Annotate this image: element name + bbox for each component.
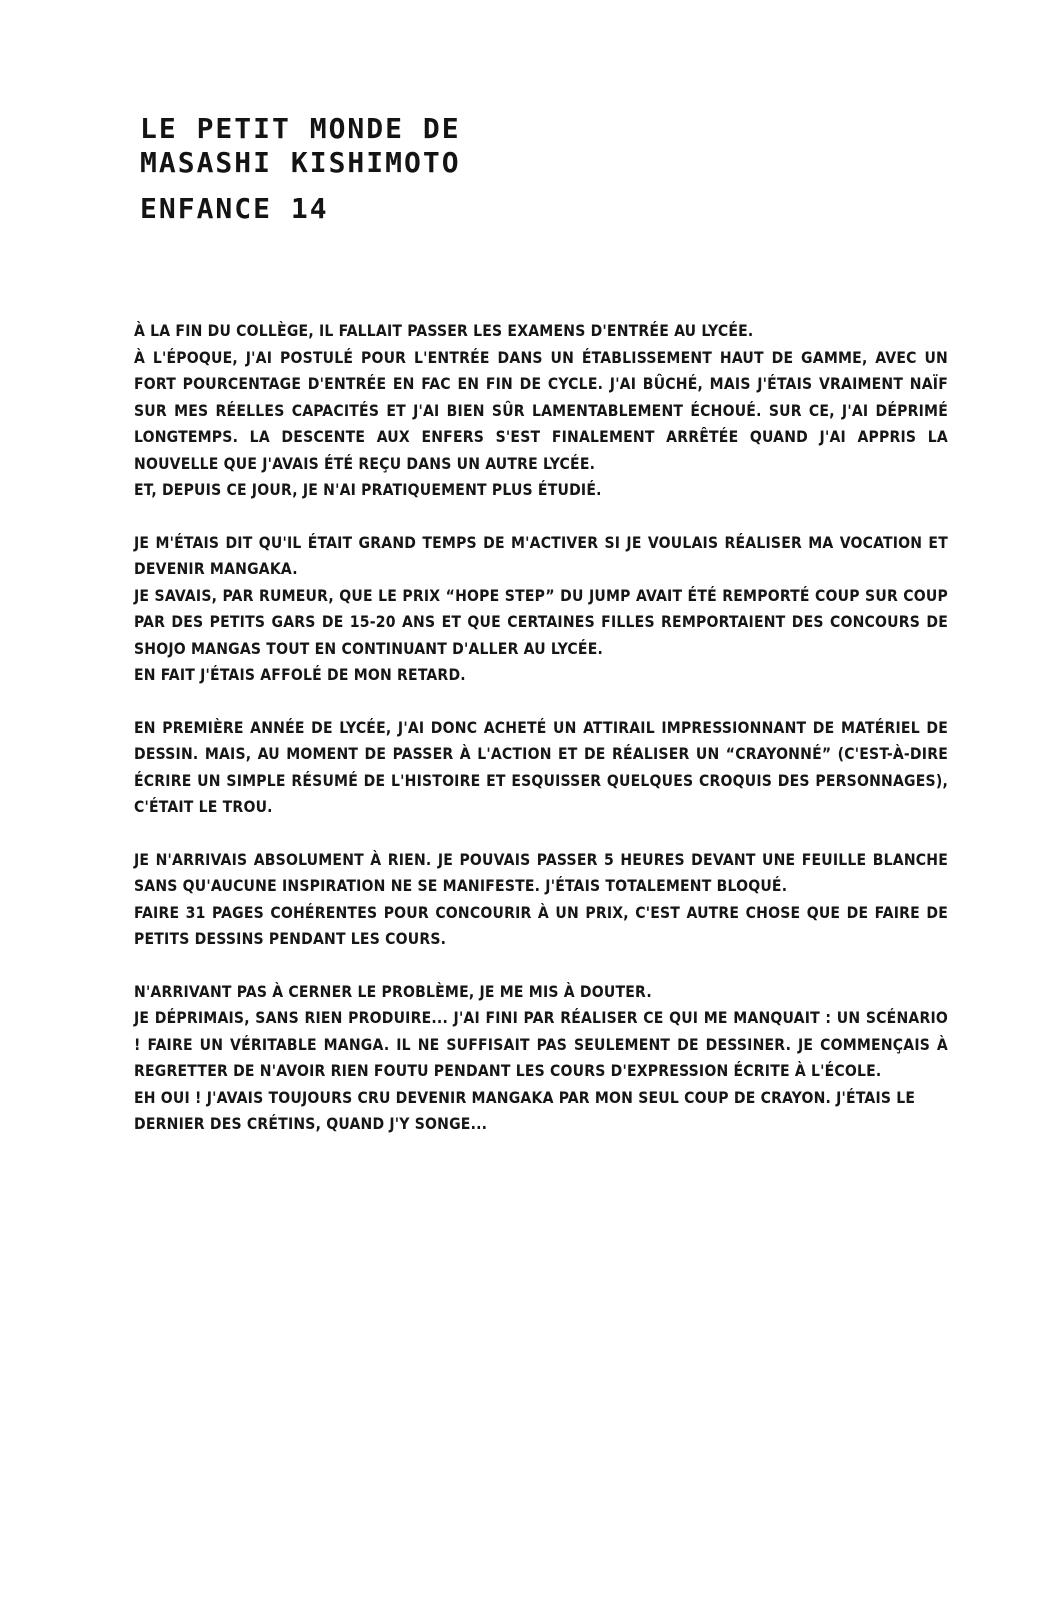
title-line-1: LE PETIT MONDE DE	[140, 112, 461, 145]
paragraph-3	[134, 715, 948, 821]
paragraph-1	[134, 318, 948, 504]
paragraph-line: À L'ÉPOQUE, J'AI POSTULÉ POUR L'ENTRÉE DANS UN ÉTABLISSEMENT HAUT DE GAMME, AVEC UN FORT POURCENTAGE D'ENTRÉE EN FAC EN FIN DE CYCLE. J'AI BÛCHÉ, MAIS J'ÉTAIS VRAIMENT NAÏF SUR MES RÉELLES CAPACITÉS ET J'AI BIEN SÛR LAMENTABLEMENT ÉCHOUÉ. SUR CE, J'AI DÉPRIMÉ LONGTEMPS. LA DESCENTE AUX ENFERS S'EST FINALEMENT ARRÊTÉE QUAND J'AI APPRIS LA NOUVELLE QUE J'AVAIS ÉTÉ REÇU DANS UN AUTRE LYCÉE.	[134, 348, 948, 473]
paragraph-4	[134, 847, 948, 953]
paragraph-line: EN FAIT J'ÉTAIS AFFOLÉ DE MON RETARD.	[134, 666, 466, 684]
paragraph-line: ET, DEPUIS CE JOUR, JE N'AI PRATIQUEMENT PLUS ÉTUDIÉ.	[134, 481, 602, 499]
paragraph-line: N'ARRIVANT PAS À CERNER LE PROBLÈME, JE ME MIS À DOUTER.	[134, 982, 652, 1001]
paragraph-line: EH OUI ! J'AVAIS TOUJOURS CRU DEVENIR MANGAKA PAR MON SEUL COUP DE CRAYON. J'ÉTAIS LE DERNIER DES CRÉTINS, QUAND J'Y SONGE...	[134, 1088, 916, 1133]
paragraph-2	[134, 530, 948, 689]
paragraph-5	[134, 979, 948, 1138]
paragraph-line: À LA FIN DU COLLÈGE, IL FALLAIT PASSER LES EXAMENS D'ENTRÉE AU LYCÉE.	[134, 322, 754, 340]
paragraph-line: JE SAVAIS, PAR RUMEUR, QUE LE PRIX “HOPE STEP” DU JUMP AVAIT ÉTÉ REMPORTÉ COUP SUR COUP PAR DES PETITS GARS DE 15-20 ANS ET QUE CERTAINES FILLES REMPORTAIENT DES CONCOURS DE SHOJO MANGAS TOUT EN CONTINUANT D'ALLER AU LYCÉE.	[134, 586, 948, 658]
body-text	[134, 318, 948, 1164]
paragraph-line: EN PREMIÈRE ANNÉE DE LYCÉE, J'AI DONC ACHETÉ UN ATTIRAIL IMPRESSIONNANT DE MATÉRIEL DE DESSIN. MAIS, AU MOMENT DE PASSER À L'ACTION ET DE RÉALISER UN “CRAYONNÉ” (C'EST-À-DIRE ÉCRIRE UN SIMPLE RÉSUMÉ DE L'HISTOIRE ET ESQUISSER QUELQUES CROQUIS DES PERSONNAGES), C'ÉTAIT LE TROU.	[134, 718, 948, 816]
chapter-subtitle: ENFANCE 14	[140, 192, 329, 225]
paragraph-line: JE N'ARRIVAIS ABSOLUMENT À RIEN. JE POUVAIS PASSER 5 HEURES DEVANT UNE FEUILLE BLANCHE SANS QU'AUCUNE INSPIRATION NE SE MANIFESTE. J'ÉTAIS TOTALEMENT BLOQUÉ.	[134, 850, 948, 895]
title-block	[140, 112, 560, 226]
paragraph-line: JE M'ÉTAIS DIT QU'IL ÉTAIT GRAND TEMPS DE M'ACTIVER SI JE VOULAIS RÉALISER MA VOCATION ET DEVENIR MANGAKA.	[134, 533, 948, 578]
title-line-2: MASASHI KISHIMOTO	[140, 146, 461, 179]
paragraph-line: FAIRE 31 PAGES COHÉRENTES POUR CONCOURIR À UN PRIX, C'EST AUTRE CHOSE QUE DE FAIRE DE PETITS DESSINS PENDANT LES COURS.	[134, 903, 948, 948]
paragraph-line: JE DÉPRIMAIS, SANS RIEN PRODUIRE... J'AI FINI PAR RÉALISER CE QUI ME MANQUAIT : UN SCÉNARIO ! FAIRE UN VÉRITABLE MANGA. IL NE SUFFISAIT PAS SEULEMENT DE DESSINER. JE COMMENÇAIS À REGRETTER DE N'AVOIR RIEN FOUTU PENDANT LES COURS D'EXPRESSION ÉCRITE À L'ÉCOLE.	[134, 1009, 948, 1080]
